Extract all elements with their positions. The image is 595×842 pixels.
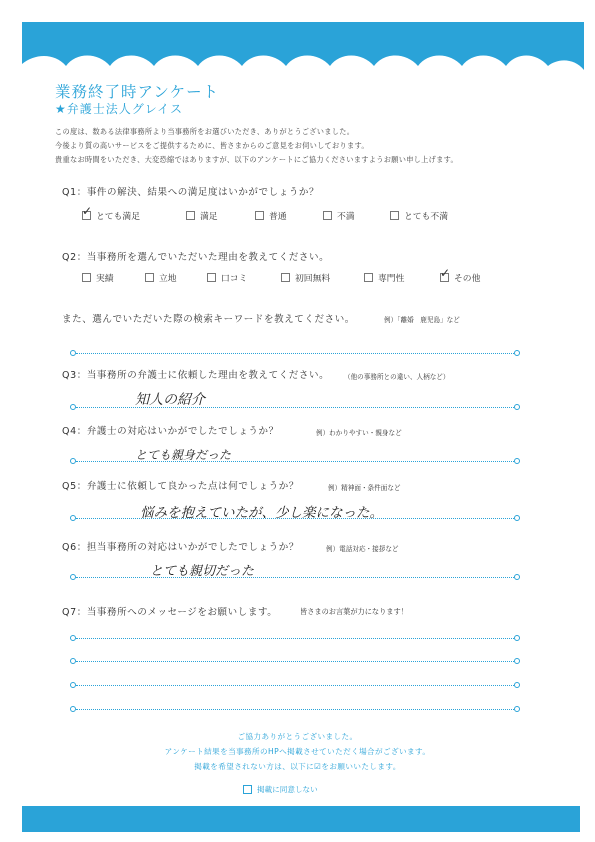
message-line-2[interactable] <box>76 661 516 662</box>
publish-notice-line: アンケート結果を当事務所のHPへ掲載させていただく場合がございます。 <box>164 747 431 756</box>
q2-option-other[interactable] <box>440 271 480 284</box>
line-end-dot <box>514 635 520 641</box>
q1-option-dissatisfied[interactable] <box>323 209 355 222</box>
message-line-1[interactable] <box>76 638 516 639</box>
line-end-dot <box>514 515 520 521</box>
q3-answer[interactable]: 知人の紹介 <box>135 392 205 408</box>
option-label: 不満 <box>337 212 355 222</box>
checkbox-icon[interactable] <box>82 211 91 220</box>
q1-option-satisfied[interactable] <box>186 209 218 222</box>
message-line-4[interactable] <box>76 709 516 710</box>
q2-option-expertise[interactable] <box>364 271 404 284</box>
q2-question: Q2：当事務所を選んでいただいた理由を教えてください。 <box>62 252 330 263</box>
answer-line <box>76 518 516 519</box>
answer-line <box>76 353 516 354</box>
line-end-dot <box>70 658 76 664</box>
option-label: その他 <box>454 274 481 284</box>
intro-line-3: 貴重なお時間をいただき、大変恐縮ではありますが、以下のアンケートにご協力くださいますようお願い申し上げます。 <box>55 155 459 164</box>
intro-line-2: 今後より質の高いサービスをご提供するために、皆さまからのご意見をお伺いしております。 <box>55 141 369 150</box>
answer-line <box>76 461 516 462</box>
line-end-dot <box>70 706 76 712</box>
checkbox-icon[interactable] <box>243 785 252 794</box>
q5-answer[interactable]: 悩みを抱えていたが、少し楽になった。 <box>140 505 383 521</box>
q1-question: Q1：事件の解決、結果への満足度はいかがでしょうか？ <box>62 187 320 198</box>
line-end-dot <box>514 350 520 356</box>
q5-question: Q5：弁護士に依頼して良かった点は何でしょうか？ <box>62 481 299 492</box>
q7-example: 皆さまのお言葉が力になります！ <box>300 607 408 616</box>
q3-question: Q3：当事務所の弁護士に依頼した理由を教えてください。 <box>62 370 330 381</box>
option-label: 専門性 <box>378 274 405 284</box>
checkbox-icon[interactable] <box>186 211 195 220</box>
optout-label: 掲載に同意しない <box>257 785 318 794</box>
firm-name: ★弁護士法人グレイス <box>55 102 184 116</box>
line-end-dot <box>70 635 76 641</box>
q4-question: Q4：弁護士の対応はいかがでしたでしょうか？ <box>62 426 279 437</box>
option-label: 満足 <box>200 212 218 222</box>
line-end-dot <box>70 458 76 464</box>
checkbox-icon[interactable] <box>255 211 264 220</box>
thanks-line: ご協力ありがとうございました。 <box>237 732 358 741</box>
form-title: 業務終了時アンケート <box>55 83 220 101</box>
line-end-dot <box>514 706 520 712</box>
line-end-dot <box>514 574 520 580</box>
q4-answer[interactable]: とても親身だった <box>135 448 232 462</box>
q2-option-track-record[interactable] <box>82 271 114 284</box>
line-end-dot <box>514 404 520 410</box>
checkbox-icon[interactable] <box>82 273 91 282</box>
checkbox-icon[interactable] <box>281 273 290 282</box>
keyword-example: 例）「離婚 鹿児島」など <box>384 316 460 324</box>
answer-line <box>76 407 516 408</box>
q2-option-free-consult[interactable] <box>281 271 330 284</box>
checkbox-icon[interactable] <box>207 273 216 282</box>
q2-option-location[interactable] <box>145 271 177 284</box>
q5-example: 例）精神面・条件面など <box>328 484 401 492</box>
line-end-dot <box>70 404 76 410</box>
option-label: 実績 <box>96 274 114 284</box>
q1-option-very-satisfied[interactable] <box>82 209 140 222</box>
checkbox-icon[interactable] <box>323 211 332 220</box>
q1-option-neutral[interactable] <box>255 209 287 222</box>
line-end-dot <box>514 658 520 664</box>
message-line-3[interactable] <box>76 685 516 686</box>
header-cloud-banner <box>22 22 584 72</box>
line-end-dot <box>514 458 520 464</box>
q4-example: 例）わかりやすい・親身など <box>316 429 402 437</box>
q6-answer[interactable]: とても親切だった <box>150 564 255 579</box>
intro-line-1: この度は、数ある法律事務所より当事務所をお選びいただき、ありがとうございました。 <box>55 127 355 136</box>
q2-option-reviews[interactable] <box>207 271 247 284</box>
line-end-dot <box>70 574 76 580</box>
publish-optout[interactable] <box>243 784 318 795</box>
option-label: 初回無料 <box>295 274 331 284</box>
q7-question: Q7：当事務所へのメッセージをお願いします。 <box>62 607 278 618</box>
line-end-dot <box>70 515 76 521</box>
q6-example: 例）電話対応・接拶など <box>326 545 399 553</box>
checkbox-icon[interactable] <box>390 211 399 220</box>
footer-band <box>22 806 580 832</box>
line-end-dot <box>70 350 76 356</box>
keyword-question: また、選んでいただいた際の検索キーワードを教えてください。 <box>62 314 355 325</box>
option-label: とても満足 <box>96 212 140 222</box>
option-label: 普通 <box>269 212 287 222</box>
checkbox-icon[interactable] <box>145 273 154 282</box>
q3-example: （他の事務所との違い、人柄など） <box>344 373 450 381</box>
q1-option-very-dissatisfied[interactable] <box>390 209 448 222</box>
option-label: 口コミ <box>221 274 248 284</box>
answer-line <box>76 577 516 578</box>
option-label: 立地 <box>159 274 177 284</box>
checkbox-icon[interactable] <box>364 273 373 282</box>
q6-question: Q6：担当事務所の対応はいかがでしたでしょうか？ <box>62 542 299 553</box>
checkbox-icon[interactable] <box>440 273 449 282</box>
line-end-dot <box>70 682 76 688</box>
line-end-dot <box>514 682 520 688</box>
option-label: とても不満 <box>404 212 448 222</box>
optout-instruction-line: 掲載を希望されない方は、以下に☑をお願いいたします。 <box>194 762 401 771</box>
